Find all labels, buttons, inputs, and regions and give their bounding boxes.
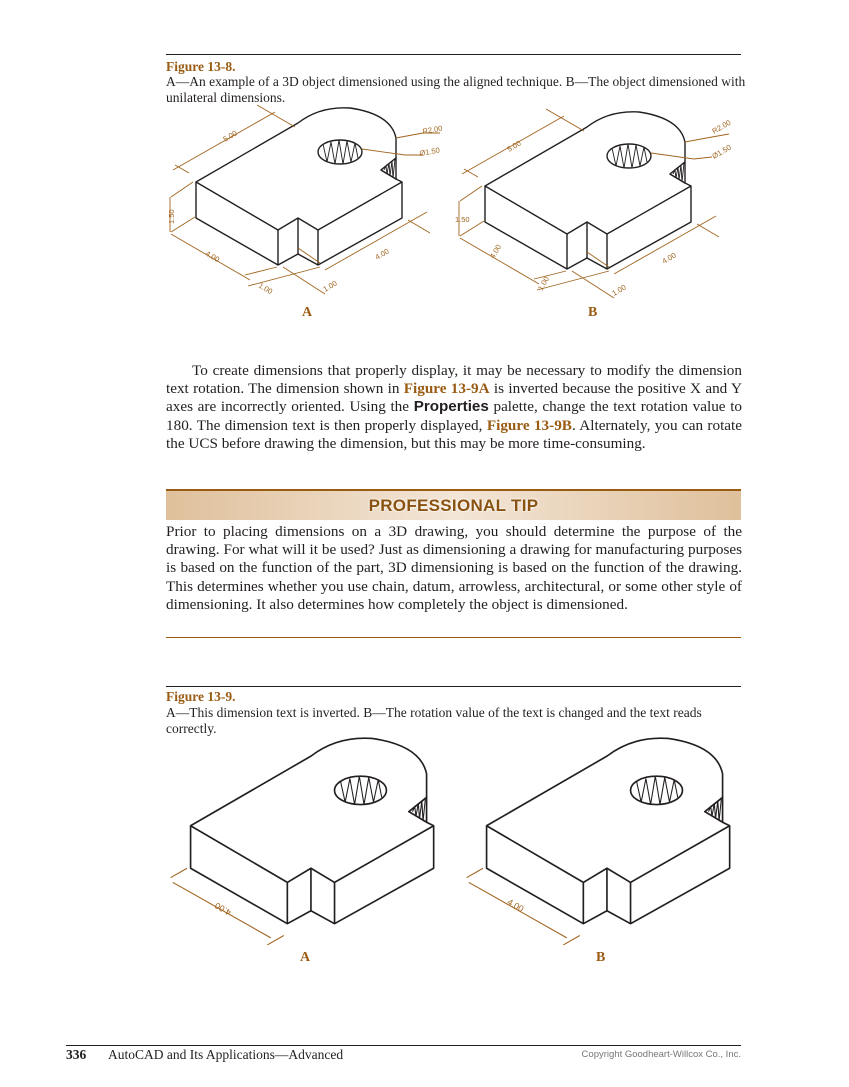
figure-13-8-caption: A—An example of a 3D object dimensioned using the aligned technique. B—The object dimensioned with unilateral dimensions. bbox=[166, 74, 746, 105]
dim-right-width: 4.00 bbox=[373, 246, 391, 262]
dim-right-width: 4.00 bbox=[660, 250, 678, 266]
tip-bottom-rule bbox=[166, 637, 741, 638]
body-paragraph bbox=[166, 362, 742, 453]
figure-13-9-title: Figure 13-9. bbox=[166, 689, 236, 704]
figure-13-9-label-b: B bbox=[596, 950, 606, 965]
dim-diameter: Ø1.50 bbox=[710, 142, 733, 161]
figure-13-8-label-a: A bbox=[302, 305, 313, 320]
dim-radius: R2.00 bbox=[421, 123, 444, 136]
dim-length: 5.00 bbox=[505, 138, 523, 154]
professional-tip-header bbox=[166, 489, 741, 520]
text: . Alternately, you can rotate the UCS before drawing the dimension, but this may be more time-consuming. bbox=[166, 416, 743, 452]
page-number: 336 bbox=[66, 1047, 87, 1062]
dim-notch-left: 1.00 bbox=[257, 280, 275, 297]
dim-left-width: 4.00 bbox=[487, 242, 504, 260]
text: To create dimensions that properly display, it may be necessary to modify the dimension text rotation. The dimension shown in bbox=[166, 362, 742, 398]
figure-13-9b-drawing bbox=[467, 738, 730, 945]
dim-left-width: 4.00 bbox=[204, 248, 222, 265]
dim-length: 5.00 bbox=[221, 128, 239, 144]
figure-13-8a-drawing bbox=[167, 105, 443, 296]
figure-13-8-title: Figure 13-8. bbox=[166, 59, 236, 74]
professional-tip-heading: PROFESSIONAL TIP bbox=[368, 496, 539, 515]
dim-height: 1.50 bbox=[455, 215, 470, 224]
text: palette, change the text rotation value to 180. The dimension text is then properly displayed, bbox=[166, 398, 743, 434]
text: is inverted because the positive X and Y axes are incorrectly oriented. Using the bbox=[166, 380, 742, 416]
figure-13-9a-drawing bbox=[171, 738, 434, 945]
figure-13-9-top-rule bbox=[166, 686, 741, 687]
figure-13-9-label-a: A bbox=[300, 950, 311, 965]
dim-notch-left: 1.00 bbox=[535, 274, 552, 292]
copyright: Copyright Goodheart-Willcox Co., Inc. bbox=[581, 1049, 741, 1060]
footer-rule bbox=[66, 1045, 741, 1046]
dim-inverted: 4.00 bbox=[212, 900, 233, 918]
dim-diameter: Ø1.50 bbox=[418, 145, 441, 158]
properties-term: Properties bbox=[413, 398, 489, 416]
figure-13-8-label-b: B bbox=[588, 305, 598, 320]
dim-height: 1.50 bbox=[167, 209, 176, 224]
dim-notch-right: 1.00 bbox=[610, 282, 628, 298]
professional-tip-text: Prior to placing dimensions on a 3D drawing, you should determine the purpose of the drawing. For what will it be used? Just as dimensioning a drawing for manufacturing purposes is based on the function of the part, 3D dimensioning is based on the function of the drawing. This determines whether you use chain, datum, arrowless, architectural, or some other style of dimensioning. It also determines how completely the object is dimensioned. bbox=[166, 523, 742, 613]
figure-13-9b-link[interactable]: Figure 13-9B bbox=[486, 416, 572, 434]
dim-corrected: 4.00 bbox=[505, 896, 526, 914]
dim-radius: R2.00 bbox=[710, 117, 733, 136]
figure-13-8b-drawing bbox=[455, 109, 733, 298]
book-title: AutoCAD and Its Applications—Advanced bbox=[108, 1047, 344, 1062]
figure-13-9-caption: A—This dimension text is inverted. B—The rotation value of the text is changed and the text reads correctly. bbox=[166, 705, 702, 736]
dim-notch-right: 1.00 bbox=[321, 278, 339, 294]
figure-13-9a-link[interactable]: Figure 13-9A bbox=[403, 380, 490, 398]
